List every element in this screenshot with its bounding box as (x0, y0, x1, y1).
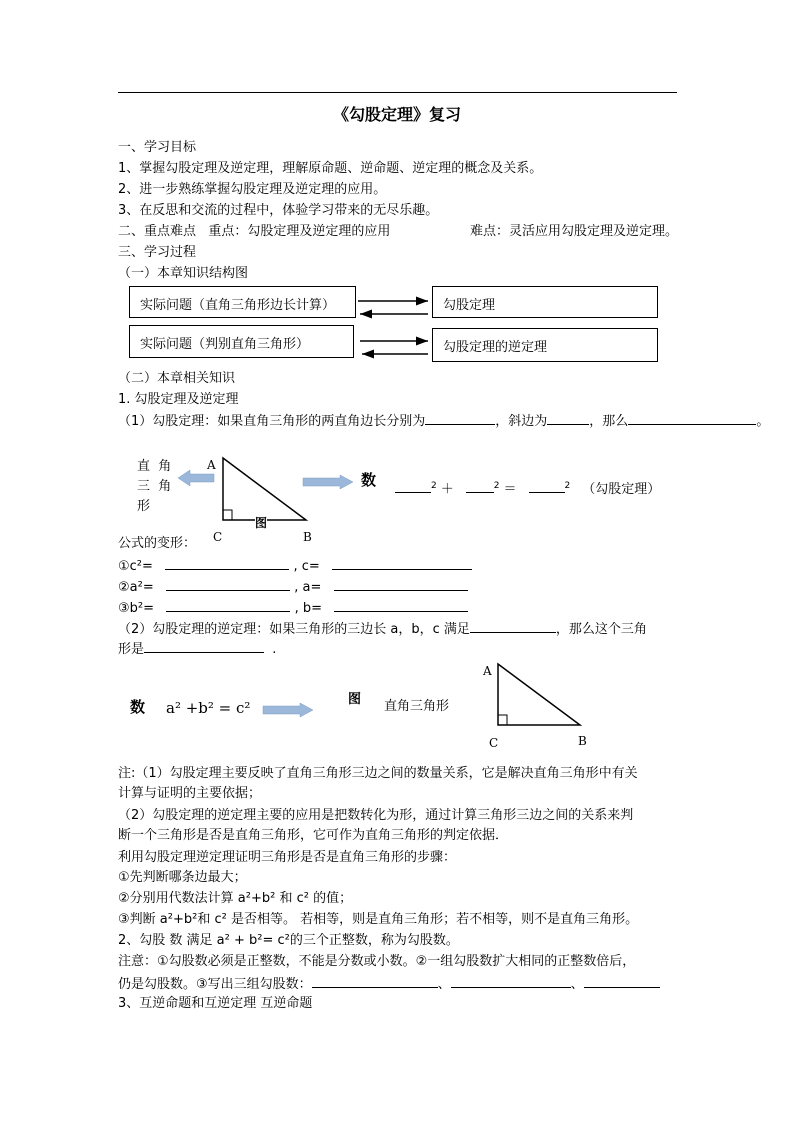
shu-label: 数 (130, 698, 146, 716)
triangle-label: 直角三角形 (384, 699, 450, 714)
tu-label: 图 (255, 516, 268, 530)
vertex-label: A (207, 458, 216, 472)
blank (395, 480, 431, 493)
header-rule (118, 92, 677, 93)
key-point: 重点：勾股定理及逆定理的应用 (208, 224, 391, 239)
item-heading: 1. 勾股定理及逆定理 (118, 392, 239, 407)
formula-row: ②a²= , a= (118, 578, 468, 596)
blank (470, 620, 556, 633)
sub-heading: （二）本章相关知识 (118, 371, 236, 386)
blank (144, 640, 264, 653)
converse-statement: （2）勾股定理的逆定理：如果三角形的三边长 a，b，c 满足 ，那么这个三角 (118, 622, 647, 637)
blank (584, 975, 660, 988)
sub-heading: （一）本章知识结构图 (118, 266, 249, 281)
structure-box: 勾股定理的逆定理 (432, 328, 658, 362)
blank (166, 578, 290, 591)
formula-heading: 公式的变形： (118, 536, 197, 551)
blank (425, 412, 495, 425)
shu-label: 数 (361, 471, 377, 489)
blank (332, 557, 472, 570)
blank (628, 412, 756, 425)
section-heading: 一、学习目标 (118, 140, 197, 155)
note-line: （2）勾股定理的逆定理主要的应用是把数转化为形，通过计算三角形三边之间的关系来判 (118, 808, 634, 823)
converse-statement: 形是 . (118, 642, 277, 657)
goal-item: 2、进一步熟练掌握勾股定理及逆定理的应用。 (118, 182, 387, 197)
pythagorean-formula: $^2$ ＋ $^2$ ＝ $^2$ （勾股定理） (395, 478, 660, 498)
structure-box: 实际问题（判别直角三角形） (129, 325, 354, 358)
section-heading: 二、重点难点 重点：勾股定理及逆定理的应用 (118, 224, 391, 239)
structure-box: 勾股定理 (432, 286, 658, 318)
note-line: ①先判断哪条边最大； (118, 870, 247, 885)
right-arrow-icon (262, 702, 314, 718)
blank (451, 975, 571, 988)
blank (529, 480, 565, 493)
vertex-label: B (303, 530, 312, 544)
blank (547, 412, 589, 425)
shape-label: 直 角 (137, 459, 172, 474)
structure-arrows (354, 292, 432, 362)
blank (165, 557, 289, 570)
vertex-label: B (578, 734, 587, 748)
note-line: 计算与证明的主要依据； (118, 786, 262, 801)
section-heading: 三、学习过程 (118, 245, 197, 260)
difficulty-point: 难点：灵活应用勾股定理及逆定理。 (470, 224, 679, 239)
formula-row: ①c²= , c= (118, 557, 472, 575)
right-triangle (494, 662, 586, 732)
note-line: 2、勾股 数 满足 a² + b²= c²的三个正整数，称为勾股数。 (118, 933, 459, 948)
note-line: 注意：①勾股数必须是正整数，不能是分数或小数。②一组勾股数扩大相同的正整数倍后， (118, 954, 636, 969)
item-heading: 3、互逆命题和互逆定理 互逆命题 (118, 996, 313, 1011)
goal-item: 3、在反思和交流的过程中，体验学习带来的无尽乐趣。 (118, 203, 439, 218)
shape-label: 形 (137, 499, 151, 514)
tu-label: 图 (348, 692, 362, 707)
vertex-label: C (489, 736, 499, 750)
blank (166, 599, 290, 612)
blank (334, 578, 468, 591)
blank (466, 480, 494, 493)
note-line: 注:（1）勾股定理主要反映了直角三角形三边之间的数量关系，它是解决直角三角形中有关 (118, 766, 638, 781)
vertex-label: A (483, 664, 492, 678)
formula-row: ③b²= , b= (118, 599, 468, 617)
goal-item: 1、掌握勾股定理及逆定理，理解原命题、逆命题、逆定理的概念及关系。 (118, 161, 543, 176)
vertex-label: C (213, 530, 223, 544)
right-arrow-icon (302, 474, 354, 490)
note-line: 断一个三角形是否是直角三角形，它可作为直角三角形的判定依据． (118, 828, 509, 843)
converse-formula: a² +b² = c² (166, 699, 251, 717)
blank (334, 599, 468, 612)
theorem-statement: （1）勾股定理：如果直角三角形的两直角边长分别为 ，斜边为 ，那么 。 (118, 414, 770, 429)
note-line: 仍是勾股数。③写出三组勾股数： 、 、 (118, 975, 660, 993)
note-line: ③判断 a²+b²和 c² 是否相等。 若相等，则是直角三角形；若不相等，则不是直角三角形。 (118, 912, 639, 927)
note-line: ②分别用代数法计算 a²+b² 和 c² 的值； (118, 891, 353, 906)
note-line: 利用勾股定理逆定理证明三角形是否是直角三角形的步骤： (118, 850, 457, 865)
shape-label: 三 角 (137, 479, 172, 494)
blank (312, 975, 438, 988)
structure-box: 实际问题（直角三角形边长计算） (129, 286, 356, 318)
page-title: 《勾股定理》复习 (332, 105, 461, 124)
